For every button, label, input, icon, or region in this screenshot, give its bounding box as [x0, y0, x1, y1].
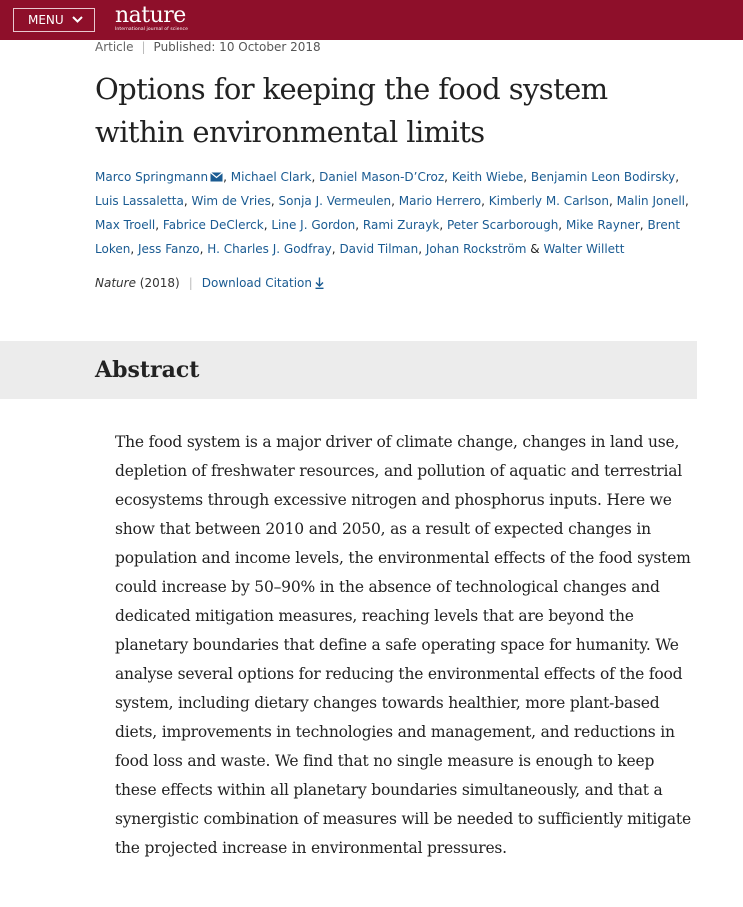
author-link[interactable]: Marco Springmann — [95, 170, 209, 184]
author-link[interactable]: Malin Jonell — [616, 194, 685, 208]
chevron-down-icon — [72, 9, 83, 39]
journal-name: Nature — [95, 276, 136, 290]
abstract-heading: Abstract — [95, 357, 200, 383]
author-link[interactable]: Brent Loken — [95, 218, 681, 256]
abstract-section-header — [0, 341, 697, 399]
author-link[interactable]: Walter Willett — [543, 242, 625, 256]
author-link[interactable]: Rami Zurayk — [362, 218, 440, 232]
author-link[interactable]: Sonja J. Vermeulen — [278, 194, 392, 208]
author-link[interactable]: Benjamin Leon Bodirsky — [530, 170, 676, 184]
article-type: Article — [95, 40, 134, 54]
author-link[interactable]: Daniel Mason-D’Croz — [319, 170, 445, 184]
author-link[interactable]: David Tilman — [339, 242, 419, 256]
author-list: Marco Springmann , Michael Clark, Daniel Mason-D’Croz, Keith Wiebe, Benjamin Leon Bodirsky, Luis Lassaletta, Wim de Vries, Sonja J. Vermeulen, Mario Herrero, Kimberly M. Carlson, Malin Jonell, Max Troell, Fabrice DeClerck, Line J. Gordon, Rami Zurayk, Peter Scarborough, Mike Rayner, Brent Loken, Jess Fanzo, H. Charles J. Godfray, David Tilman, Johan Rockström & Walter Willett — [95, 170, 689, 256]
author-link[interactable]: Wim de Vries — [191, 194, 271, 208]
citation-divider: | — [188, 276, 193, 290]
author-link[interactable]: Michael Clark — [230, 170, 312, 184]
citation-year: (2018) — [139, 276, 180, 290]
abstract-text: The food system is a major driver of climate change, changes in land use, depletion of freshwater resources, and pollution of aquatic and terrestrial ecosystems through excessive nitrogen and phosphorus inputs. Here we show that between 2010 and 2050, as a result of expected changes in population and income levels, the environmental effects of the food system could increase by 50–90% in the absence of technological changes and dedicated mitigation measures, reaching levels that are beyond the planetary boundaries that define a safe operating space for humanity. We analyse several options for reducing the environmental effects of the food system, including dietary changes towards healthier, more plant-based diets, improvements in technologies and management, and reductions in food loss and waste. We find that no single measure is enough to keep these effects within all planetary boundaries simultaneously, and that a synergistic combination of measures will be needed to sufficiently mitigate the projected increase in environmental pressures. — [115, 433, 691, 857]
author-link[interactable]: Max Troell — [95, 218, 156, 232]
author-link[interactable]: Mario Herrero — [398, 194, 482, 208]
author-link[interactable]: Mike Rayner — [565, 218, 640, 232]
logo-word: nature — [115, 3, 186, 28]
article-title: Options for keeping the food system within environmental limits — [95, 72, 608, 149]
citation-line — [95, 276, 324, 290]
author-link[interactable]: Kimberly M. Carlson — [488, 194, 610, 208]
author-link[interactable]: Keith Wiebe — [451, 170, 524, 184]
author-link[interactable]: Jess Fanzo — [137, 242, 200, 256]
download-icon — [315, 277, 324, 289]
download-citation-link[interactable] — [202, 276, 324, 290]
author-link[interactable]: Johan Rockström — [425, 242, 527, 256]
nature-logo[interactable] — [115, 5, 188, 33]
author-link[interactable]: H. Charles J. Godfray — [207, 242, 332, 256]
logo-tagline: International journal of science — [115, 27, 188, 32]
menu-button[interactable] — [13, 8, 95, 32]
site-header — [0, 0, 743, 40]
author-link[interactable]: Luis Lassaletta — [95, 194, 184, 208]
meta-divider: | — [141, 40, 146, 54]
author-link[interactable]: Line J. Gordon — [271, 218, 356, 232]
download-citation-label: Download Citation — [201, 276, 312, 290]
author-link[interactable]: Peter Scarborough — [446, 218, 559, 232]
mail-icon[interactable] — [210, 172, 223, 182]
menu-label: MENU — [28, 13, 64, 27]
article-meta — [95, 40, 321, 54]
author-link[interactable]: Fabrice DeClerck — [162, 218, 264, 232]
published-date: Published: 10 October 2018 — [153, 40, 321, 54]
